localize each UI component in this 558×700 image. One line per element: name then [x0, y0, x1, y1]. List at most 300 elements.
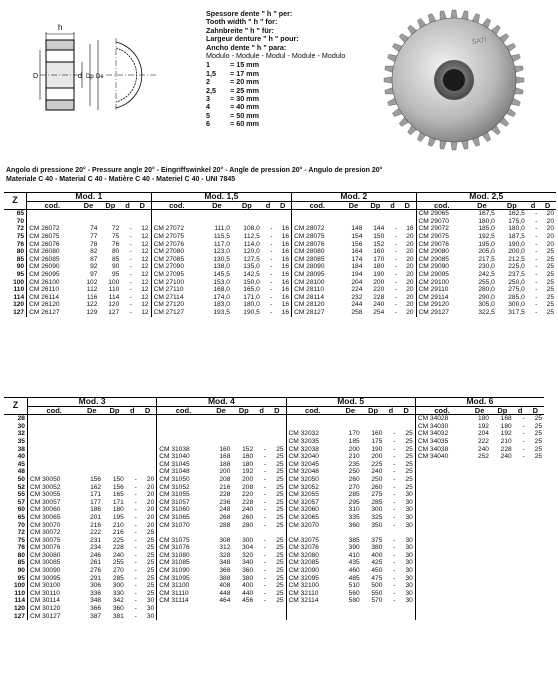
outer-diameter-cell: 252 — [477, 453, 489, 461]
product-code-cell: CM 32114 — [286, 597, 339, 605]
pitch-diameter-cell — [491, 605, 514, 613]
pitch-diameter-cell: 240 — [112, 551, 124, 559]
hub-diameter-cell — [139, 423, 157, 431]
bore-cell — [514, 537, 527, 545]
product-code-cell — [415, 514, 468, 522]
product-code-cell: CM 30055 — [27, 491, 80, 499]
bore-cell: - — [129, 255, 132, 263]
product-code-cell: CM 30127 — [27, 613, 80, 621]
bore-cell — [514, 529, 527, 537]
pitch-diameter-cell — [103, 453, 126, 461]
table-row — [4, 210, 556, 218]
hub-diameter-cell: 20 — [546, 210, 554, 218]
bore-cell — [514, 590, 527, 598]
tooth-count-cell: 32 — [17, 430, 25, 438]
bore-cell — [384, 415, 397, 423]
product-code-cell: CM 26090 — [27, 263, 78, 271]
outer-diameter-cell: 78 — [90, 240, 98, 248]
outer-diameter-cell — [80, 453, 103, 461]
hub-diameter-cell — [527, 537, 544, 545]
bore-cell — [514, 567, 527, 575]
tooth-count-cell: 55 — [17, 491, 25, 499]
product-code-cell: CM 30120 — [27, 605, 80, 613]
pitch-diameter-cell: 127 — [108, 308, 120, 316]
outer-diameter-cell — [80, 468, 103, 476]
bore-cell: - — [134, 597, 137, 605]
hub-diameter-cell: 25 — [405, 460, 413, 468]
bore-cell: - — [394, 293, 397, 301]
outer-diameter-cell: 160 — [219, 445, 231, 453]
tooth-count-cell: 90 — [16, 263, 25, 271]
outer-diameter-cell: 192 — [477, 422, 489, 430]
pitch-diameter-cell: 350 — [371, 521, 383, 529]
bore-cell — [255, 438, 268, 446]
hub-diameter-cell: 25 — [146, 529, 155, 537]
product-code-cell — [27, 218, 78, 226]
product-code-cell: CM 30114 — [27, 597, 80, 605]
pitch-diameter-cell: 170 — [373, 255, 385, 263]
product-code-cell: CM 29114 — [416, 294, 467, 302]
pitch-diameter-cell: 160 — [373, 248, 385, 256]
pitch-diameter-cell — [103, 438, 126, 446]
bore-cell: - — [263, 574, 267, 582]
outer-diameter-cell — [210, 605, 233, 613]
pitch-diameter-cell: 160 — [371, 430, 383, 438]
hub-diameter-cell — [399, 210, 416, 218]
product-code-cell: CM 30060 — [27, 506, 80, 514]
product-code-cell: CM 31065 — [157, 514, 210, 522]
hub-diameter-cell: 25 — [405, 453, 413, 461]
bore-cell: - — [134, 559, 137, 567]
pitch-diameter-cell: 250 — [371, 475, 383, 483]
outer-diameter-cell: 74 — [90, 225, 98, 233]
pitch-diameter-cell: 175,0 — [508, 217, 525, 225]
pitch-diameter-cell: 220 — [242, 491, 254, 499]
bore-cell: - — [263, 589, 267, 597]
module-width-value: = 20 mm — [230, 77, 259, 87]
pitch-diameter-cell: 95 — [111, 270, 120, 278]
pitch-diameter-cell — [491, 567, 514, 575]
hub-diameter-cell: 20 — [146, 498, 155, 506]
product-code-cell: CM 26085 — [27, 256, 78, 264]
pitch-diameter-cell: 212,5 — [508, 255, 525, 263]
bore-cell: - — [134, 582, 137, 590]
bore-cell: - — [129, 278, 132, 286]
outer-diameter-cell — [468, 544, 491, 552]
bore-cell — [384, 529, 397, 537]
hub-diameter-cell — [527, 476, 544, 484]
spec-line-es: Ancho dente " h " para: — [206, 42, 287, 52]
pitch-diameter-cell — [103, 423, 126, 431]
bore-cell: - — [393, 597, 396, 605]
outer-diameter-cell — [78, 210, 100, 218]
tooth-count-cell: 65 — [17, 513, 25, 521]
table-row — [4, 522, 544, 530]
product-code-cell: CM 28090 — [292, 263, 343, 271]
pitch-diameter-cell — [491, 491, 514, 499]
column-header-d: D — [268, 406, 286, 415]
product-code-cell: CM 30052 — [27, 484, 80, 492]
hub-diameter-cell — [268, 423, 286, 431]
product-code-cell: CM 31048 — [157, 468, 210, 476]
outer-diameter-cell: 246 — [90, 551, 102, 559]
product-code-cell: CM 30090 — [27, 567, 80, 575]
hub-diameter-cell — [139, 430, 157, 438]
bore-cell — [386, 210, 399, 218]
bore-cell: - — [263, 506, 267, 514]
product-code-cell: CM 31040 — [157, 453, 210, 461]
product-code-cell — [292, 210, 343, 218]
hub-diameter-cell: 25 — [546, 263, 554, 271]
product-code-cell: CM 31060 — [157, 506, 210, 514]
pitch-diameter-cell: 330 — [112, 589, 124, 597]
module-width-value: = 50 mm — [230, 110, 259, 120]
tooth-count-cell: 80 — [17, 551, 25, 559]
bore-cell: - — [270, 293, 273, 301]
outer-diameter-cell — [80, 438, 103, 446]
hub-diameter-cell — [527, 582, 544, 590]
hub-diameter-cell — [139, 453, 157, 461]
product-code-cell — [415, 582, 468, 590]
outer-diameter-cell: 408 — [219, 582, 231, 590]
bore-cell: - — [535, 301, 538, 309]
hub-diameter-cell: 20 — [406, 293, 414, 301]
product-code-cell: CM 27085 — [151, 256, 202, 264]
product-code-cell — [415, 567, 468, 575]
product-code-cell — [286, 529, 339, 537]
hub-diameter-cell: 16 — [281, 263, 290, 271]
table-row — [4, 468, 544, 476]
pitch-diameter-cell: 100 — [108, 278, 120, 286]
bore-cell: - — [535, 232, 538, 240]
outer-diameter-cell: 240 — [477, 445, 489, 453]
pitch-diameter-cell: 325 — [371, 513, 383, 521]
hub-diameter-cell: 25 — [534, 422, 542, 430]
bore-cell: - — [535, 308, 538, 316]
hub-diameter-cell: 16 — [281, 278, 290, 286]
pitch-diameter-cell — [364, 218, 386, 226]
bore-cell: - — [394, 225, 397, 233]
outer-diameter-cell: 231 — [90, 536, 102, 544]
outer-diameter-cell — [468, 597, 491, 605]
bore-cell: - — [270, 263, 273, 271]
hub-diameter-cell: 20 — [146, 506, 155, 514]
pitch-diameter-cell — [362, 415, 385, 423]
pitch-diameter-cell: 108,0 — [243, 225, 260, 233]
product-code-cell: CM 26072 — [27, 225, 78, 233]
product-code-cell — [415, 506, 468, 514]
product-code-cell: CM 29070 — [416, 218, 467, 226]
bore-cell: - — [263, 559, 267, 567]
column-header-cod: cod. — [415, 406, 468, 415]
column-header-d: d — [527, 201, 540, 210]
product-code-cell — [157, 423, 210, 431]
bore-cell: - — [393, 589, 396, 597]
column-header-d: d — [126, 406, 139, 415]
bore-cell: - — [393, 574, 396, 582]
product-code-cell: CM 32045 — [286, 461, 339, 469]
outer-diameter-cell: 410 — [348, 551, 360, 559]
bore-cell: - — [134, 491, 137, 499]
hub-diameter-cell: 16 — [281, 308, 290, 316]
outer-diameter-cell: 388 — [219, 574, 231, 582]
hub-diameter-cell — [527, 499, 544, 507]
table-row — [4, 506, 544, 514]
outer-diameter-cell: 170 — [348, 430, 360, 438]
hub-diameter-cell — [397, 415, 415, 423]
hub-diameter-cell: 12 — [141, 225, 149, 233]
hub-diameter-cell: 16 — [281, 232, 290, 240]
hub-diameter-cell — [527, 575, 544, 583]
outer-diameter-cell — [468, 567, 491, 575]
hub-diameter-cell — [527, 491, 544, 499]
bore-cell: - — [394, 270, 397, 278]
table-row — [4, 597, 544, 605]
hub-diameter-cell: 25 — [276, 551, 284, 559]
module-header: Mod. 4 — [157, 398, 286, 407]
pitch-diameter-cell: 175 — [371, 437, 383, 445]
bore-cell: - — [134, 529, 137, 537]
bore-cell: - — [134, 589, 137, 597]
hub-diameter-cell — [139, 438, 157, 446]
pitch-diameter-cell: 228 — [112, 544, 124, 552]
outer-diameter-cell: 270 — [348, 483, 360, 491]
product-code-cell — [415, 491, 468, 499]
module-header: Mod. 2 — [292, 193, 416, 202]
hub-diameter-cell — [527, 529, 544, 537]
tooth-count-cell: 95 — [16, 270, 25, 278]
outer-diameter-cell: 87 — [90, 255, 98, 263]
product-code-cell: CM 31080 — [157, 552, 210, 560]
hub-diameter-cell: 25 — [546, 278, 554, 286]
outer-diameter-cell — [202, 210, 232, 218]
tooth-count-cell: 85 — [16, 255, 25, 263]
pitch-diameter-cell: 400 — [371, 551, 383, 559]
column-header-de: De — [202, 201, 232, 210]
bore-cell: - — [393, 582, 396, 590]
tooth-count-cell: 110 — [13, 286, 25, 294]
outer-diameter-cell: 248 — [219, 506, 231, 514]
hub-diameter-cell: 30 — [405, 536, 413, 544]
hub-diameter-cell — [527, 590, 544, 598]
product-code-cell: CM 26080 — [27, 248, 78, 256]
pitch-diameter-cell: 380 — [242, 574, 254, 582]
bore-cell: - — [393, 475, 396, 483]
column-header-cod: cod. — [157, 406, 210, 415]
product-code-cell: CM 29072 — [416, 225, 467, 233]
outer-diameter-cell: 204 — [351, 278, 363, 286]
outer-diameter-cell: 180 — [477, 415, 489, 423]
tooth-count-cell: 110 — [14, 589, 25, 597]
outer-diameter-cell — [210, 529, 233, 537]
outer-diameter-cell: 258 — [351, 308, 363, 316]
pitch-diameter-cell: 75 — [111, 232, 120, 240]
table-row — [4, 301, 556, 309]
pitch-diameter-cell: 220 — [373, 286, 385, 294]
bore-cell: - — [394, 286, 397, 294]
pitch-diameter-cell: 190,5 — [243, 308, 260, 316]
table-row — [4, 491, 544, 499]
bore-cell: - — [134, 605, 137, 613]
hub-diameter-cell: 20 — [406, 232, 414, 240]
bore-cell: - — [134, 475, 137, 483]
bore-cell — [126, 430, 139, 438]
hub-diameter-cell: 25 — [146, 559, 155, 567]
module-header-row — [4, 193, 556, 202]
outer-diameter-cell: 153,0 — [213, 278, 230, 286]
outer-diameter-cell: 255,0 — [478, 278, 495, 286]
module-number: 2,5 — [206, 85, 216, 95]
hub-diameter-cell: 25 — [146, 544, 155, 552]
pitch-diameter-cell — [491, 506, 514, 514]
hub-diameter-cell — [134, 210, 151, 218]
product-code-cell — [157, 438, 210, 446]
hub-diameter-cell: 25 — [276, 597, 284, 605]
pitch-diameter-cell: 156 — [112, 483, 124, 491]
pitch-diameter-cell: 216 — [112, 529, 124, 537]
hub-diameter-cell: 25 — [276, 544, 284, 552]
pitch-diameter-cell — [232, 423, 255, 431]
module-header-row — [4, 398, 544, 407]
table-row — [4, 529, 544, 537]
spec-line-fr: Largeur denture " h " pour: — [206, 34, 299, 44]
table-row — [4, 484, 544, 492]
bore-cell: - — [522, 437, 525, 445]
table-row — [4, 552, 544, 560]
column-header-dp: Dp — [232, 406, 255, 415]
hub-diameter-cell: 30 — [405, 491, 413, 499]
bore-cell: - — [129, 240, 132, 248]
outer-diameter-cell — [80, 446, 103, 454]
outer-diameter-cell: 310 — [348, 506, 360, 514]
gear-technical-drawing — [6, 2, 216, 122]
bore-cell: - — [129, 301, 132, 309]
product-code-cell: CM 27072 — [151, 225, 202, 233]
pitch-diameter-cell — [491, 613, 514, 621]
bore-cell: - — [394, 255, 397, 263]
outer-diameter-cell: 102 — [86, 278, 98, 286]
product-code-cell: CM 27120 — [151, 301, 202, 309]
outer-diameter-cell: 222 — [90, 529, 102, 537]
bore-cell — [514, 605, 527, 613]
hub-diameter-cell: 25 — [146, 536, 155, 544]
outer-diameter-cell: 180,0 — [478, 217, 495, 225]
hub-diameter-cell: 25 — [534, 445, 542, 453]
product-code-cell: CM 29127 — [416, 309, 467, 317]
outer-diameter-cell: 448 — [219, 589, 231, 597]
pitch-diameter-cell: 440 — [242, 589, 254, 597]
tooth-count-cell: 127 — [13, 308, 25, 316]
tooth-count-cell: 120 — [13, 605, 25, 613]
pitch-diameter-cell — [491, 529, 514, 537]
pitch-diameter-cell: 90 — [111, 263, 120, 271]
product-code-cell — [415, 499, 468, 507]
table-row — [4, 423, 544, 431]
pitch-diameter-cell — [491, 590, 514, 598]
product-code-cell: CM 32095 — [286, 575, 339, 583]
hub-diameter-cell — [397, 529, 415, 537]
outer-diameter-cell: 111,0 — [214, 225, 230, 233]
hub-diameter-cell: 30 — [405, 574, 413, 582]
product-code-cell: CM 31075 — [157, 537, 210, 545]
pitch-diameter-cell: 210 — [112, 521, 124, 529]
pitch-diameter-cell: 300 — [242, 536, 254, 544]
hub-diameter-cell: 25 — [276, 567, 284, 575]
product-code-cell — [415, 484, 468, 492]
outer-diameter-cell — [343, 218, 365, 226]
product-code-cell: CM 34032 — [415, 430, 468, 438]
product-code-cell: CM 29085 — [416, 256, 467, 264]
pitch-diameter-cell — [362, 605, 385, 613]
bore-cell: - — [393, 491, 396, 499]
product-code-cell: CM 32035 — [286, 438, 339, 446]
module-number: 6 — [206, 119, 210, 129]
hub-diameter-cell: 12 — [141, 286, 149, 294]
outer-diameter-cell — [468, 506, 491, 514]
product-code-cell: CM 27127 — [151, 309, 202, 317]
outer-diameter-cell: 115,5 — [213, 232, 230, 240]
bore-cell — [384, 605, 397, 613]
column-header-d: D — [139, 406, 157, 415]
column-header-cod: cod. — [27, 406, 80, 415]
table-row — [4, 430, 544, 438]
hub-diameter-cell — [527, 552, 544, 560]
tooth-count-cell: 114 — [14, 597, 25, 605]
table-row — [4, 544, 544, 552]
pitch-diameter-cell: 180 — [373, 263, 385, 271]
hub-diameter-cell: 12 — [141, 293, 149, 301]
product-code-cell — [157, 430, 210, 438]
product-code-cell: CM 32085 — [286, 559, 339, 567]
caption-material: Materiale C 40 - Material C 40 - Matière C 40 - Materiel C 40 - UNI 7845 — [6, 176, 236, 183]
pitch-diameter-cell: 80 — [111, 248, 120, 256]
product-code-cell: CM 32076 — [286, 544, 339, 552]
product-code-cell: CM 30085 — [27, 559, 80, 567]
hub-diameter-cell — [397, 613, 415, 621]
outer-diameter-cell: 348 — [219, 559, 231, 567]
bore-cell: - — [134, 551, 137, 559]
bore-cell: - — [393, 445, 396, 453]
outer-diameter-cell: 234 — [90, 544, 102, 552]
table-row — [4, 605, 544, 613]
outer-diameter-cell — [339, 605, 362, 613]
product-code-cell — [286, 415, 339, 423]
hub-diameter-cell — [527, 544, 544, 552]
product-code-cell — [27, 415, 80, 423]
bore-cell — [126, 415, 139, 423]
outer-diameter-cell: 328 — [219, 551, 231, 559]
bore-cell — [514, 491, 527, 499]
table-row — [4, 233, 556, 241]
hub-diameter-cell: 25 — [146, 567, 155, 575]
tooth-count-cell: 70 — [16, 217, 25, 225]
hub-diameter-cell — [134, 218, 151, 226]
bore-cell: - — [134, 567, 137, 575]
bore-cell: - — [522, 453, 525, 461]
pitch-diameter-cell: 260 — [242, 513, 254, 521]
product-code-cell: CM 26075 — [27, 233, 78, 241]
bore-cell: - — [134, 536, 137, 544]
product-code-cell — [415, 544, 468, 552]
bore-cell: - — [129, 308, 132, 316]
pitch-diameter-cell: 275,0 — [508, 286, 525, 294]
product-code-cell: CM 29110 — [416, 286, 467, 294]
hub-diameter-cell: 30 — [405, 582, 413, 590]
hub-diameter-cell: 16 — [281, 225, 290, 233]
bore-cell: - — [263, 582, 267, 590]
product-code-cell — [27, 468, 80, 476]
outer-diameter-cell: 174 — [351, 255, 363, 263]
